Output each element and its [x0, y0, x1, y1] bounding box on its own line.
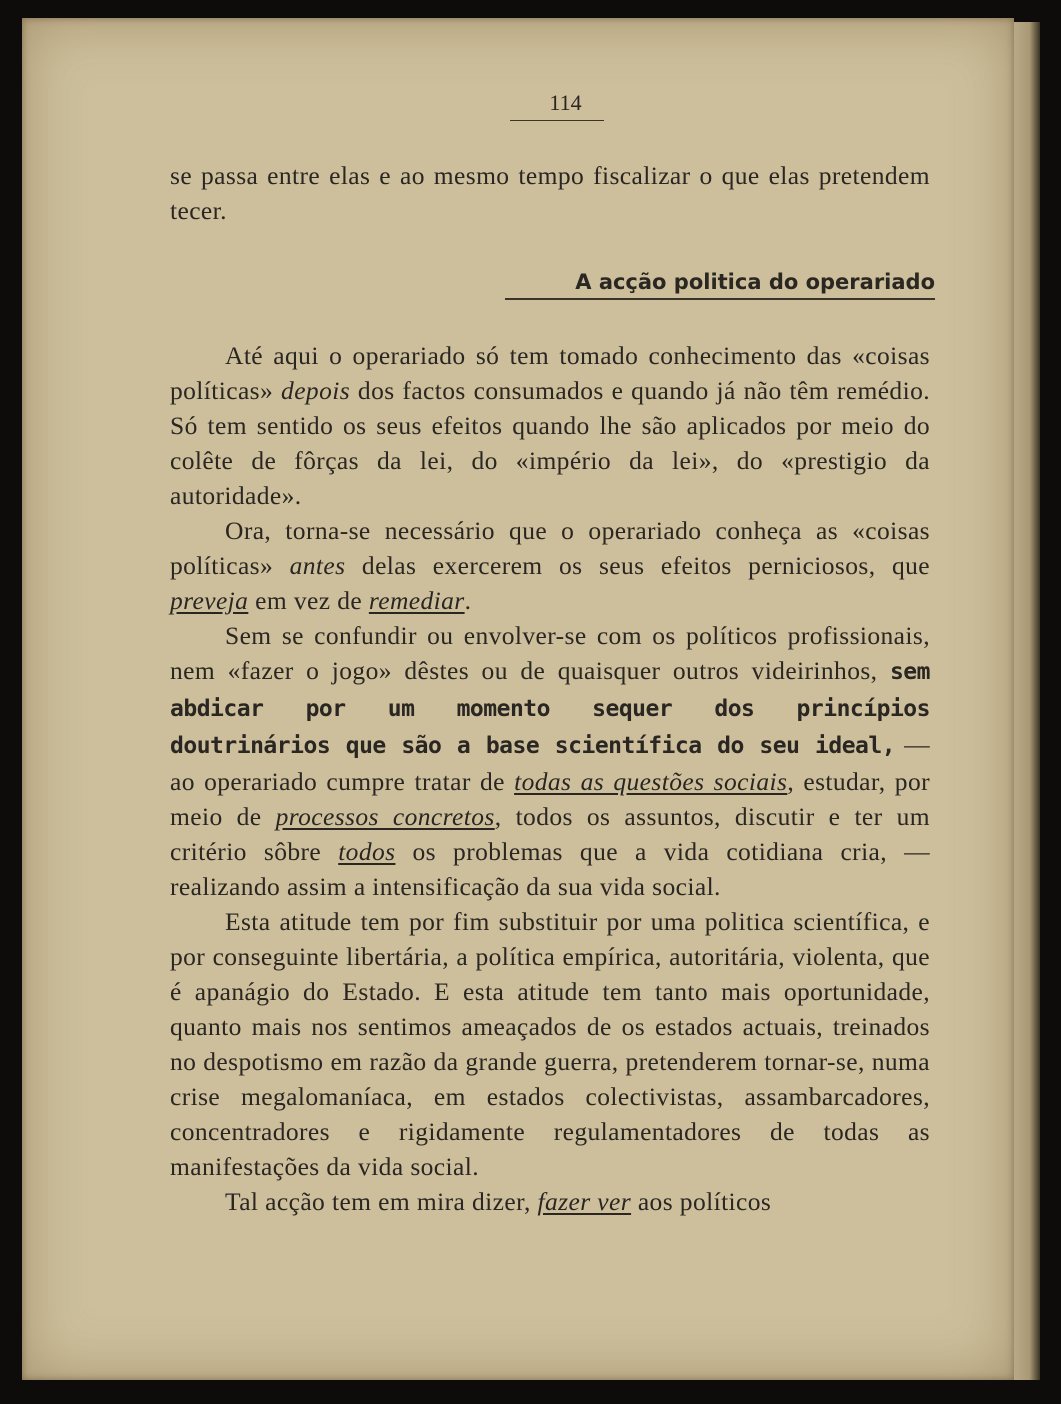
- paragraph-2: Ora, torna-se necessário que o operariado conheça as «coisas políticas» antes delas exercerem os seus efeitos perniciosos, que preveja em vez de remediar.: [170, 516, 930, 615]
- paragraph-1: Até aqui o operariado só tem tomado conhecimento das «coisas políticas» depois dos factos consumados e quando já não têm remédio. Só tem sentido os seus efeitos quando lhe são aplicados por meio do colête de fôrças da lei, do «império da lei», do «prestigio da autoridade».: [170, 341, 930, 510]
- page-number: 114: [549, 90, 582, 115]
- paragraph-3: Sem se confundir ou envolver-se com os políticos profissionais, nem «fazer o jogo» dêstes ou de quaisquer outros videirinhos, sem abdicar por um momento sequer dos princípios doutrinários que são a base scientífica do seu ideal, — ao operariado cumpre tratar de todas as questões sociais, estudar, por meio de processos concretos, todos os assuntos, discutir e ter um critério sôbre todos os problemas que a vida cotidiana cria, — realizando assim a intensificação da sua vida social.: [170, 621, 931, 901]
- section-body: [170, 338, 930, 1219]
- paragraph-5: Tal acção tem em mira dizer, fazer ver aos políticos: [225, 1187, 772, 1216]
- page-number-rule: [510, 120, 604, 121]
- page-edge: [1014, 22, 1040, 1380]
- opening-lines: [170, 158, 930, 228]
- opening-paragraph: se passa entre elas e ao mesmo tempo fiscalizar o que elas pretendem tecer.: [170, 161, 930, 225]
- bold-emphasis: sem abdicar por um momento sequer dos princípios doutrinários que são a base scientífica do seu ideal,: [170, 659, 930, 759]
- paragraph-4: Esta atitude tem por fim substituir por uma politica scientífica, e por conseguinte libertária, a política empírica, autoritária, violenta, que é apanágio do Estado. E esta atitude tem tanto mais oportunidade, quanto mais nos sentimos ameaçados de os estados actuais, treinados no despotismo em razão da grande guerra, pretenderem tornar-se, numa crise megalomaníaca, em estados colectivistas, assambarcadores, concentradores e rigidamente regulamentadores de todas as manifestações da vida social.: [170, 907, 930, 1181]
- section-heading: A acção politica do operariado: [505, 270, 935, 300]
